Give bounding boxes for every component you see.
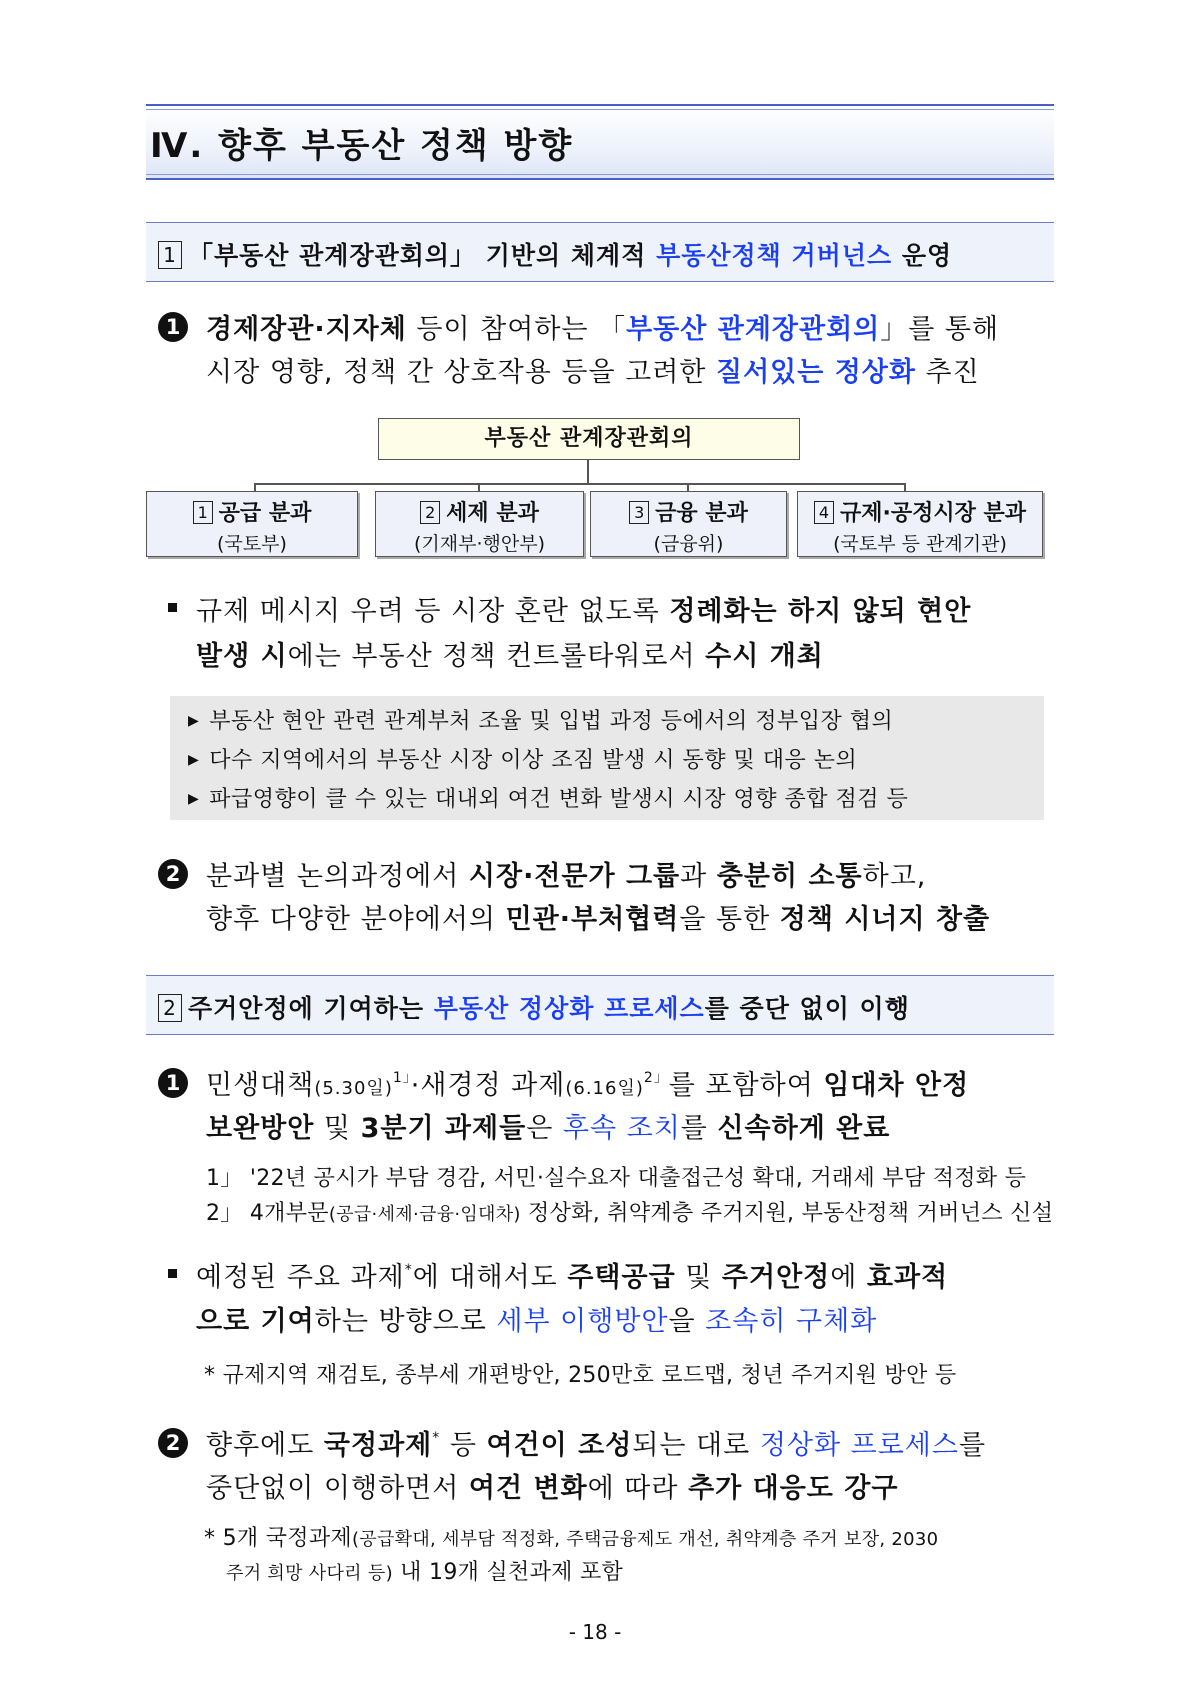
- footnote: 2」 4개부문(공급·세제·금융·임대차) 정상화, 취약계층 주거지원, 부동산정책 거버넌스 신설: [206, 1201, 1054, 1226]
- paragraph-line: 예정된 주요 과제*에 대해서도 주택공급 및 주거안정에 효과적: [196, 1262, 949, 1293]
- subsection-number: 2: [158, 994, 182, 1022]
- square-bullet: [168, 1269, 177, 1278]
- subsection-title-1: 1 「부동산 관계장관회의」 기반의 체계적 부동산정책 거버넌스 운영: [158, 236, 952, 272]
- numbered-bullet: 1: [158, 312, 188, 342]
- numbered-bullet: 2: [158, 1428, 188, 1458]
- org-box-tax: 2 세제 분과 (기재부·행안부): [375, 491, 584, 557]
- subsection-header-2: [146, 975, 1054, 1035]
- paragraph-line: 향후에도 국정과제* 등 여건이 조성되는 대로 정상화 프로세스를: [206, 1430, 987, 1461]
- footnote: * 5개 국정과제(공급확대, 세부담 적정화, 주택금융제도 개선, 취약계층 주거 보장, 2030: [204, 1526, 939, 1551]
- paragraph-line: 보완방안 및 3분기 과제들은 후속 조치를 신속하게 완료: [206, 1113, 891, 1144]
- numbered-bullet: 2: [158, 859, 188, 889]
- section-title: Ⅳ. 향후 부동산 정책 방향: [150, 126, 574, 166]
- subsection-number: 1: [158, 241, 182, 269]
- paragraph-line: 민생대책(5.30일)$^{1」}$·새경정 과제(6.16일)$^{2」}$를 포함하여 임대차 안정: [206, 1070, 970, 1101]
- footnote: 주거 희망 사다리 등) 내 19개 실천과제 포함: [226, 1560, 624, 1585]
- paragraph-line: 발생 시에는 부동산 정책 컨트롤타워로서 수시 개최: [196, 641, 824, 672]
- paragraph-line: 분과별 논의과정에서 시장·전문가 그룹과 충분히 소통하고,: [206, 861, 927, 892]
- org-connector: [254, 483, 904, 485]
- org-box-regulation: 4 규제·공정시장 분과 (국토부 등 관계기관): [797, 491, 1043, 557]
- paragraph-line: 으로 기여하는 방향으로 세부 이행방안을 조속히 구체화: [196, 1306, 878, 1337]
- org-connector: [587, 459, 589, 483]
- subsection-title-2: 2 주거안정에 기여하는 부동산 정상화 프로세스를 중단 없이 이행: [158, 989, 910, 1025]
- footnote: 1」 '22년 공시가 부담 경감, 서민·실수요자 대출접근성 확대, 거래세 부담 적정화 등: [206, 1166, 1027, 1191]
- gray-note-box: [170, 696, 1044, 820]
- square-bullet: [168, 603, 177, 612]
- footnote: * 규제지역 재검토, 종부세 개편방안, 250만호 로드맵, 청년 주거지원 방안 등: [204, 1363, 957, 1388]
- note-line: ▶ 다수 지역에서의 부동산 시장 이상 조짐 발생 시 동향 및 대응 논의: [188, 748, 858, 773]
- paragraph-line: 경제장관·지자체 등이 참여하는 「부동산 관계장관회의」를 통해: [206, 314, 1000, 345]
- org-chart-top: 부동산 관계장관회의: [378, 418, 800, 460]
- org-box-supply: 1 공급 분과 (국토부): [146, 491, 358, 557]
- paragraph-line: 시장 영향, 정책 간 상호작용 등을 고려한 질서있는 정상화 추진: [206, 357, 980, 388]
- paragraph-line: 중단없이 이행하면서 여건 변화에 따라 추가 대응도 강구: [206, 1473, 899, 1504]
- numbered-bullet: 1: [158, 1068, 188, 1098]
- page-number: - 18 -: [568, 1620, 622, 1644]
- section-title-bar: [146, 104, 1054, 180]
- subsection-header-1: [146, 222, 1054, 282]
- paragraph-line: 향후 다양한 분야에서의 민관·부처협력을 통한 정책 시너지 창출: [206, 904, 991, 935]
- note-line: ▶ 부동산 현안 관련 관계부처 조율 및 입법 과정 등에서의 정부입장 협의: [188, 709, 894, 734]
- note-line: ▶ 파급영향이 클 수 있는 대내외 여건 변화 발생시 시장 영향 종합 점검 등: [188, 787, 909, 812]
- org-box-finance: 3 금융 분과 (금융위): [590, 491, 787, 557]
- paragraph-line: 규제 메시지 우려 등 시장 혼란 없도록 정례화는 하지 않되 현안: [196, 596, 972, 627]
